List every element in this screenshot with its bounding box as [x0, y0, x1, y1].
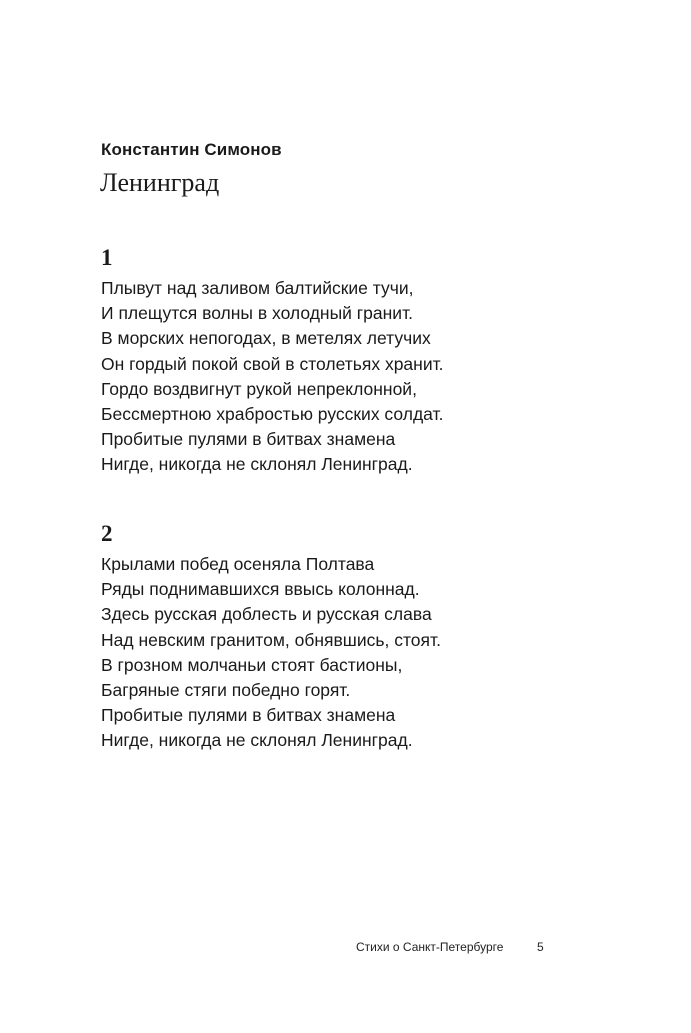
verse-line: Плывут над заливом балтийские тучи, — [101, 278, 414, 298]
verse-line: Здесь русская доблесть и русская слава — [101, 604, 432, 625]
verse-line: Гордо воздвигнут рукой непреклонной, — [101, 378, 417, 399]
stanza-number: 2 — [101, 521, 113, 546]
verse-line: Нигде, никогда не склонял Ленинград. — [101, 730, 413, 751]
poem-title: Ленинград — [100, 168, 220, 197]
verse-line: Нигде, никогда не склонял Ленинград. — [101, 454, 413, 475]
verse-line: Багряные стяги победно горят. — [101, 680, 351, 701]
verse-line: Над невским гранитом, обнявшись, стоят. — [101, 629, 441, 650]
verse-line: В морских непогодах, в метелях летучих — [101, 328, 431, 349]
poem-author: Константин Симонов — [101, 140, 282, 159]
running-footer-title: Стихи о Санкт-Петербурге — [356, 940, 504, 954]
stanza-1 — [101, 244, 581, 478]
verse-line: Он гордый покой свой в столетьях хранит. — [101, 353, 444, 374]
verse-line: Пробитые пулями в битвах знамена — [101, 705, 396, 726]
verse-line: Бессмертною храбростью русских солдат. — [101, 404, 444, 425]
verse-line: Крылами побед осеняла Полтава — [101, 554, 375, 574]
stanza-number: 1 — [101, 245, 113, 270]
verse-line: Пробитые пулями в битвах знамена — [101, 429, 396, 450]
page-number: 5 — [537, 940, 544, 954]
verse-line: В грозном молчаньи стоят бастионы, — [101, 654, 403, 675]
verse-line: И плещутся волны в холодный гранит. — [101, 303, 414, 324]
verse-line: Ряды поднимавшихся ввысь колоннад. — [101, 579, 420, 600]
stanza-2 — [101, 520, 581, 754]
